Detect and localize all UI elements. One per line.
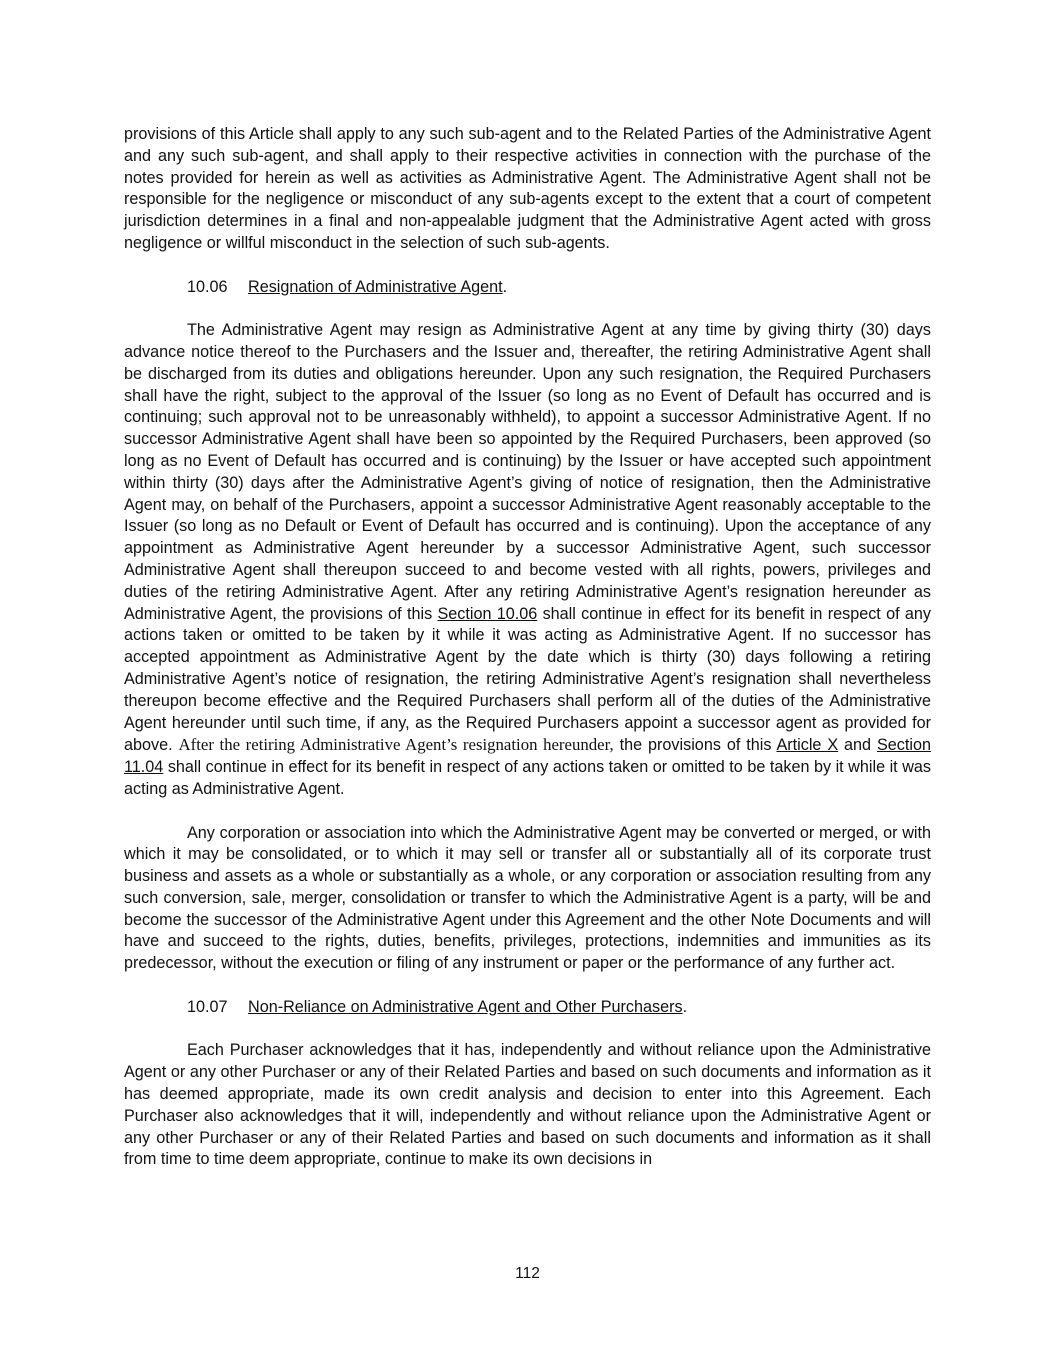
- section-title-period: .: [502, 277, 508, 296]
- text-run: The Administrative Agent may resign as Administrative Agent at any time by giving thirty (30) days advance notice thereof to the Purchasers and the Issuer and, thereafter, the retiring Administrative Agent shall be discharged from its duties and obligations hereunder. Upon any such resignation, the Required Purchasers shall have the right, subject to the approval of the Issuer (so long as no Event of Default has occurred and is continuing; such approval not to be unreasonably withheld), to appoint a successor Administrative Agent. If no successor Administrative Agent shall have been so appointed by the Required Purchasers, been approved (so long as no Event of Default has occurred and is continuing) by the Issuer or have accepted such appointment within thirty (30) days after the Administrative Agent’s giving of notice of resignation, then the Administrative Agent may, on behalf of the Purchasers, appoint a successor Administrative Agent reasonably acceptable to the Issuer (so long as no Default or Event of Default has occurred and is continuing). Upon the acceptance of any appointment as Administrative Agent hereunder by a successor Administrative Agent, such successor Administrative Agent shall thereupon succeed to and become vested with all rights, powers, privileges and duties of the retiring Administrative Agent. After any retiring Administrative Agent’s resignation hereunder as Administrative Agent, the provisions of this: [124, 321, 931, 623]
- text-run: shall continue in effect for its benefit in respect of any actions taken or omitted to be taken by it while it was acting as Administrative Agent. If no successor has accepted appointment as Administrative Agent by the date which is thirty (30) days following a retiring Administrative Agent’s notice of resignation, the retiring Administrative Agent’s resignation shall nevertheless thereupon become effective and the Required Purchasers shall perform all of the duties of the Administrative Agent hereunder until such time, if any, as the Required Purchasers appoint a successor agent as provided for above.: [124, 604, 931, 755]
- section-number: 10.07: [187, 997, 228, 1016]
- section-title: Resignation of Administrative Agent: [248, 277, 503, 296]
- cross-reference-article-x: Article X: [776, 736, 839, 755]
- paragraph-non-reliance: Each Purchaser acknowledges that it has, independently and without reliance upon the Administrative Agent or any other Purchaser or any of their Related Parties and based on such documents and information as it has deemed appropriate, made its own credit analysis and decision to enter into this Agreement. Each Purchaser also acknowledges that it will, independently and without reliance upon the Administrative Agent or any other Purchaser or any of their Related Parties and based on such documents and information as it shall from time to time deem appropriate, continue to make its own decisions in: [124, 1041, 931, 1169]
- paragraph-sub-agents: provisions of this Article shall apply to any such sub-agent and to the Related Parties of the Administrative Agent and any such sub-agent, and shall apply to their respective activities in connection with the purchase of the notes provided for herein as well as activities as Administrative Agent. The Administrative Agent shall not be responsible for the negligence or misconduct of any sub-agents except to the extent that a court of competent jurisdiction determines in a final and non-appealable judgment that the Administrative Agent acted with gross negligence or willful misconduct in the selection of such sub-agents.: [124, 125, 931, 252]
- cross-reference-section-10-06: Section 10.06: [437, 604, 538, 623]
- paragraph-successor-by-merger: Any corporation or association into which the Administrative Agent may be converted or merged, or with which it may be consolidated, or to which it may sell or transfer all or substantially all of its corporate trust business and assets as a whole or substantially as a whole, or any corporation or association resulting from any such conversion, sale, merger, consolidation or transfer to which the Administrative Agent is a party, will be and become the successor of the Administrative Agent under this Agreement and the other Note Documents and will have and succeed to the rights, duties, benefits, privileges, protections, indemnities and immunities as its predecessor, without the execution or filing of any instrument or paper or the performance of any further act.: [124, 823, 931, 973]
- text-run: shall continue in effect for its benefit in respect of any actions taken or omitted to be taken by it while it was acting as Administrative Agent.: [124, 758, 931, 798]
- section-title: Non-Reliance on Administrative Agent and Other Purchasers: [248, 997, 683, 1016]
- text-run: the provisions of this: [613, 736, 777, 755]
- section-heading-10-07: [187, 997, 931, 1019]
- section-title-period: .: [682, 997, 688, 1016]
- document-page: [124, 124, 931, 1171]
- cross-reference-section-11-04: Section 11.04: [124, 736, 931, 777]
- page-number: 112: [515, 1265, 540, 1282]
- section-number: 10.06: [187, 277, 228, 296]
- paragraph-resignation: [124, 320, 931, 801]
- text-run-serif: After the retiring Administrative Agent’s resignation hereunder,: [178, 735, 614, 755]
- text-run: and: [838, 736, 877, 755]
- section-heading-10-06: [187, 277, 931, 299]
